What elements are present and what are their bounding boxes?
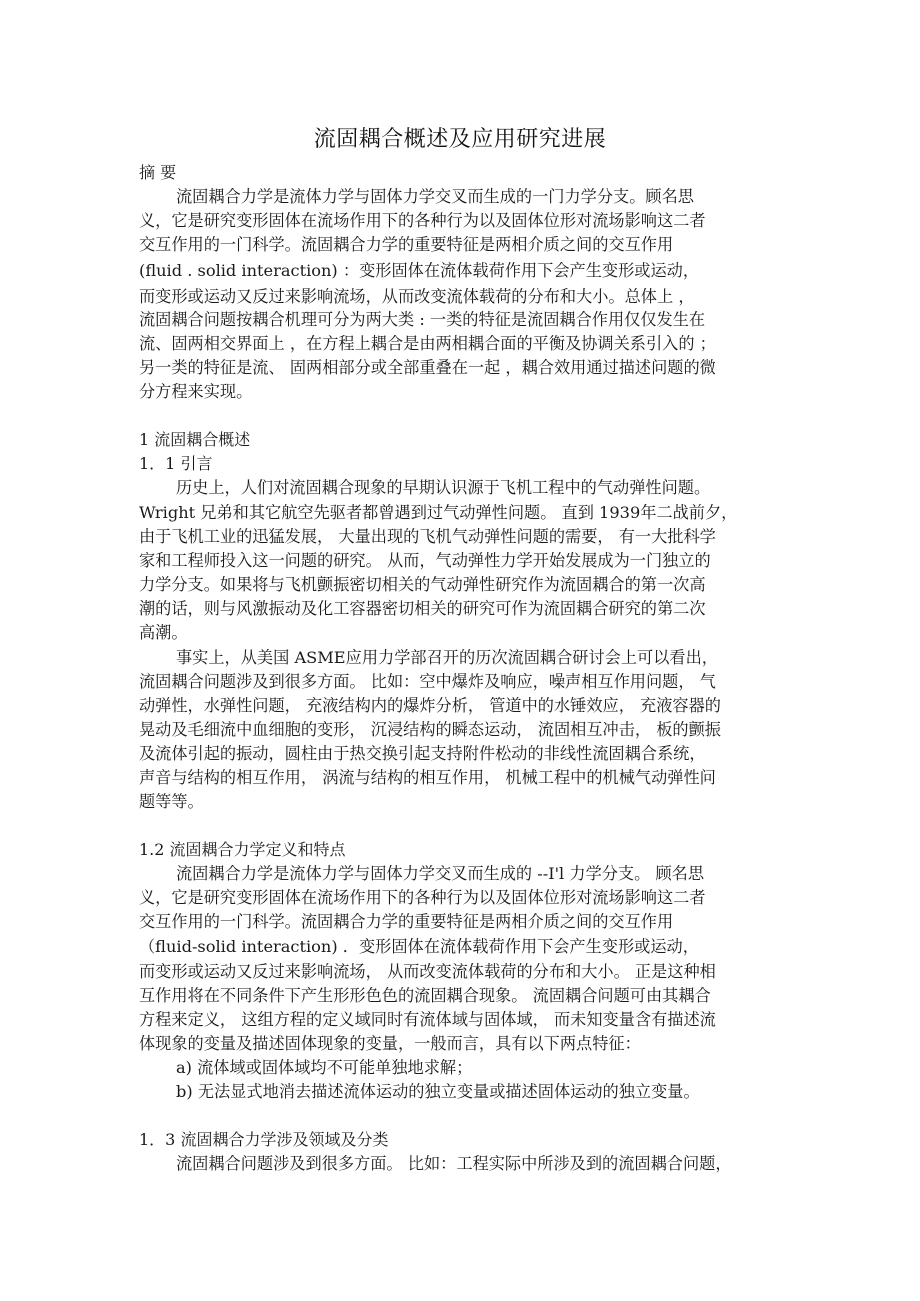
paragraph-line: Wright 兄弟和其它航空先驱者都曾遇到过气动弹性问题。 直到 1939年二战前夕， xyxy=(139,503,738,522)
abstract-line: 流固耦合问题按耦合机理可分为两大类 : 一类的特征是流固耦合作用仅仅发生在 xyxy=(139,310,706,329)
abstract-line: 流固耦合力学是流体力学与固体力学交叉而生成的一门力学分支。顾名思 xyxy=(176,187,694,206)
abstract-line: (fluid . solid interaction) ：变形固体在流体载荷作用下会产生变形或运动， xyxy=(139,261,700,280)
abstract-line: 交互作用的一门科学。流固耦合力学的重要特征是两相介质之间的交互作用 xyxy=(139,235,674,254)
section-1-3-heading: 1．3 流固耦合力学涉及领域及分类 xyxy=(139,1130,389,1149)
paragraph-line: 及流体引起的振动，圆柱由于热交换引起支持附件松动的非线性流固耦合系统， xyxy=(139,744,706,763)
abstract-line: 分方程来实现。 xyxy=(139,382,253,401)
paragraph-line: 义，它是研究变形固体在流场作用下的各种行为以及固体位形对流场影响这二者 xyxy=(139,888,706,907)
paragraph-line: 体现象的变量及描述固体现象的变量，一般而言，具有以下两点特征： xyxy=(139,1034,641,1053)
document-title: 流固耦合概述及应用研究进展 xyxy=(313,127,607,152)
abstract-line: 流、固两相交界面上 ，在方程上耦合是由两相耦合面的平衡及协调关系引入的 ； xyxy=(139,334,716,353)
paragraph-line: 家和工程师投入这一问题的研究。 从而，气动弹性力学开始发展成为一门独立的 xyxy=(139,551,711,570)
abstract-line: 另一类的特征是流、 固两相部分或全部重叠在一起 ，耦合效用通过描述问题的微 xyxy=(139,358,716,377)
list-item: b) 无法显式地消去描述流体运动的独立变量或描述固体运动的独立变量。 xyxy=(176,1082,700,1101)
section-1-heading: 1 流固耦合概述 xyxy=(139,430,251,449)
paragraph-line: 由于飞机工业的迅猛发展， 大量出现的飞机气动弹性问题的需要， 有一大批科学 xyxy=(139,527,716,546)
list-item: a) 流体域或固体域均不可能单独地求解； xyxy=(176,1058,473,1077)
abstract-line: 义，它是研究变形固体在流场作用下的各种行为以及固体位形对流场影响这二者 xyxy=(139,211,706,230)
paragraph-line: 流固耦合问题涉及到很多方面。 比如：空中爆炸及响应，噪声相互作用问题， 气 xyxy=(139,672,716,691)
paragraph-line: 事实上，从美国 ASME应用力学部召开的历次流固耦合研讨会上可以看出， xyxy=(176,648,718,667)
paragraph-line: 高潮。 xyxy=(139,623,188,642)
paragraph-line: （fluid-solid interaction) ．变形固体在流体载荷作用下会产生变形或运动， xyxy=(139,937,699,956)
paragraph-line: 流固耦合力学是流体力学与固体力学交叉而生成的 --I'l 力学分支。 顾名思 xyxy=(176,864,705,883)
paragraph-line: 互作用将在不同条件下产生形形色色的流固耦合现象。 流固耦合问题可由其耦合 xyxy=(139,986,711,1005)
paragraph-line: 流固耦合问题涉及到很多方面。 比如：工程实际中所涉及到的流固耦合问题， xyxy=(176,1154,732,1173)
section-1-2-heading: 1.2 流固耦合力学定义和特点 xyxy=(139,840,346,859)
paragraph-line: 而变形或运动又反过来影响流场， 从而改变流体载荷的分布和大小。 正是这种相 xyxy=(139,962,716,981)
paragraph-line: 交互作用的一门科学。流固耦合力学的重要特征是两相介质之间的交互作用 xyxy=(139,912,674,931)
section-1-1-heading: 1．1 引言 xyxy=(139,454,213,473)
paragraph-line: 晃动及毛细流中血细胞的变形， 沉浸结构的瞬态运动， 流固相互冲击， 板的颤振 xyxy=(139,720,721,739)
paragraph-line: 力学分支。如果将与飞机颤振密切相关的气动弹性研究作为流固耦合的第一次高 xyxy=(139,575,706,594)
paragraph-line: 声音与结构的相互作用， 涡流与结构的相互作用， 机械工程中的机械气动弹性问 xyxy=(139,768,716,787)
abstract-line: 而变形或运动又反过来影响流场，从而改变流体载荷的分布和大小。总体上 ， xyxy=(139,287,695,306)
abstract-heading: 摘 要 xyxy=(139,163,177,182)
paragraph-line: 历史上，人们对流固耦合现象的早期认识源于飞机工程中的气动弹性问题。 xyxy=(176,478,711,497)
paragraph-line: 方程来定义， 这组方程的定义域同时有流体域与固体域， 而未知变量含有描述流 xyxy=(139,1010,716,1029)
paragraph-line: 题等等。 xyxy=(139,792,204,811)
paragraph-line: 潮的话，则与风激振动及化工容器密切相关的研究可作为流固耦合研究的第二次 xyxy=(139,599,706,618)
paragraph-line: 动弹性，水弹性问题， 充液结构内的爆炸分析， 管道中的水锤效应， 充液容器的 xyxy=(139,696,721,715)
